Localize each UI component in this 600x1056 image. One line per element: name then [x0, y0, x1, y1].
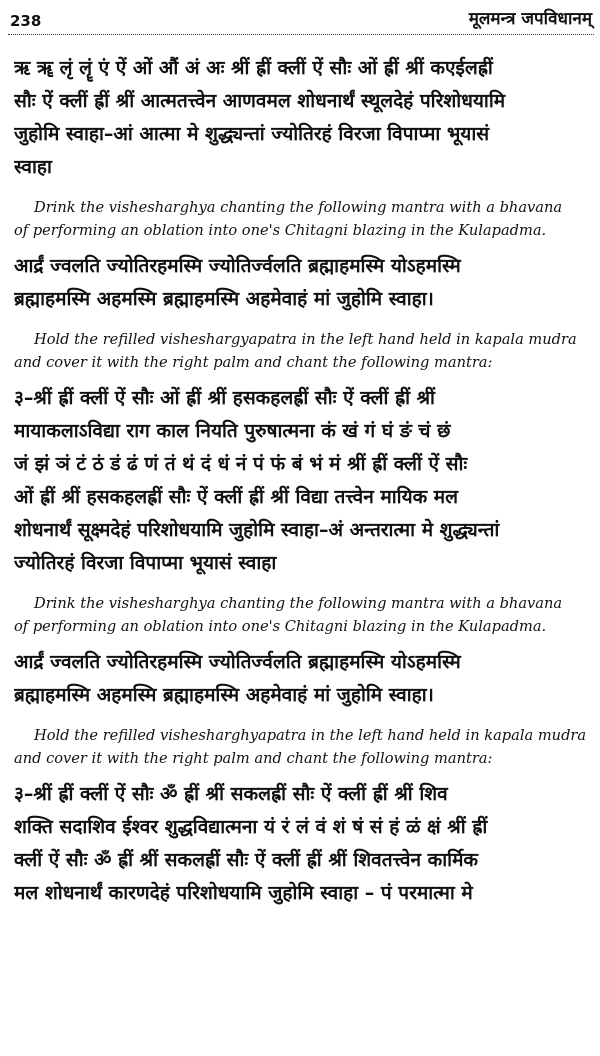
mantra-block [14, 250, 592, 316]
mantra-line: ब्रह्माहमस्मि अहमस्मि ब्रह्माहमस्मि अहमेवाहं मां जुहोमि स्वाहा। [14, 288, 434, 310]
note-line: and cover it with the right palm and chant the following mantra: [14, 354, 493, 371]
mantra-line: मायाकलाऽविद्या राग काल नियति पुरुषात्मना कं खं गं घं ङं चं छं [14, 420, 451, 442]
mantra-line: सौः ऐं क्लीं ह्रीं श्रीं आत्मतत्त्वेन आणवमल शोधनार्थं स्थूलदेहं परिशोधयामि [14, 90, 506, 112]
mantra-block [14, 382, 592, 580]
page-body [14, 52, 592, 1056]
note-line: and cover it with the right palm and chant the following mantra: [14, 750, 493, 767]
mantra-line: जं झं ञं टं ठं डं ढं णं तं थं दं धं नं पं फं बं भं मं श्रीं ह्रीं क्लीं ऐं सौः [14, 453, 468, 475]
mantra-line: स्वाहा [14, 156, 52, 178]
mantra-line: आर्द्रं ज्वलति ज्योतिरहमस्मि ज्योतिर्ज्वलति ब्रह्माहमस्मि योऽहमस्मि [14, 255, 461, 277]
mantra-line: ब्रह्माहमस्मि अहमस्मि ब्रह्माहमस्मि अहमेवाहं मां जुहोमि स्वाहा। [14, 684, 434, 706]
instruction-note [14, 592, 592, 638]
mantra-line: ३–श्रीं ह्रीं क्लीं ऐं सौः ओं ह्रीं श्रीं हसकहलह्रीं सौः ऐं क्लीं ह्रीं श्रीं [14, 387, 435, 409]
instruction-note [14, 196, 592, 242]
instruction-note [14, 328, 592, 374]
note-line: Hold the refilled visheshargyapatra in the left hand held in kapala mudra [34, 331, 577, 348]
mantra-line: शोधनार्थं सूक्ष्मदेहं परिशोधयामि जुहोमि स्वाहा–अं अन्तरात्मा मे शुद्ध्यन्तां [14, 519, 500, 541]
mantra-block [14, 52, 592, 184]
mantra-line: ऋ ॠ लृं लॄं एं ऐं ओं औं अं अः श्रीं ह्रीं क्लीं ऐं सौः ओं ह्रीं श्रीं कएईलह्रीं [14, 57, 493, 79]
note-line: of performing an oblation into one's Chitagni blazing in the Kulapadma. [14, 222, 547, 239]
mantra-block [14, 646, 592, 712]
note-line: of performing an oblation into one's Chitagni blazing in the Kulapadma. [14, 618, 547, 635]
note-line: Drink the vishesharghya chanting the following mantra with a bhavana [34, 199, 563, 216]
instruction-note [14, 724, 592, 770]
mantra-line: ३–श्रीं ह्रीं क्लीं ऐं सौः ॐ ह्रीं श्रीं सकलह्रीं सौः ऐं क्लीं ह्रीं श्रीं शिव [14, 783, 448, 805]
mantra-line: ज्योतिरहं विरजा विपाप्मा भूयासं स्वाहा [14, 552, 277, 574]
note-line: Drink the vishesharghya chanting the following mantra with a bhavana [34, 595, 563, 612]
mantra-line: मल शोधनार्थं कारणदेहं परिशोधयामि जुहोमि स्वाहा – पं परमात्मा मे [14, 882, 473, 904]
page-number: 238 [10, 12, 42, 30]
running-title: मूलमन्त्र जपविधानम् [468, 9, 592, 29]
note-line: Hold the refilled vishesharghyapatra in the left hand held in kapala mudra [34, 727, 587, 744]
page-header [8, 4, 594, 35]
mantra-line: आर्द्रं ज्वलति ज्योतिरहमस्मि ज्योतिर्ज्वलति ब्रह्माहमस्मि योऽहमस्मि [14, 651, 461, 673]
mantra-line: ओं ह्रीं श्रीं हसकहलह्रीं सौः ऐं क्लीं ह्रीं श्रीं विद्या तत्त्वेन मायिक मल [14, 486, 459, 508]
mantra-block [14, 778, 592, 910]
mantra-line: जुहोमि स्वाहा–आं आत्मा मे शुद्ध्यन्तां ज्योतिरहं विरजा विपाप्मा भूयासं [14, 123, 490, 145]
mantra-line: शक्ति सदाशिव ईश्वर शुद्धविद्यात्मना यं रं लं वं शं षं सं हं ळं क्षं श्रीं ह्रीं [14, 816, 488, 838]
mantra-line: क्लीं ऐं सौः ॐ ह्रीं श्रीं सकलह्रीं सौः ऐं क्लीं ह्रीं श्रीं शिवतत्त्वेन कार्मिक [14, 849, 479, 871]
